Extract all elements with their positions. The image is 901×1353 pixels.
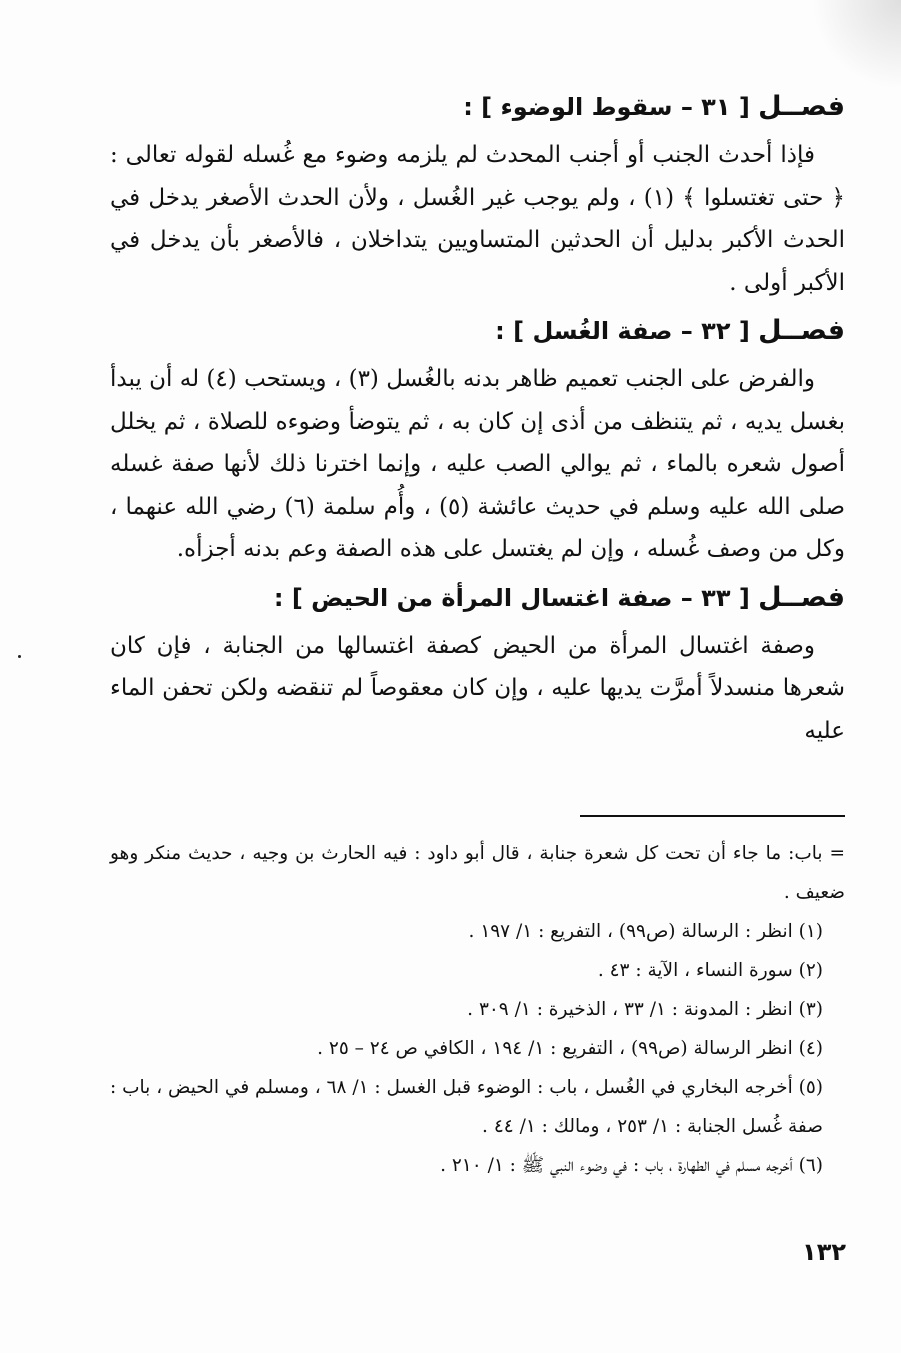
section-fasl-label: فصــل bbox=[758, 91, 845, 122]
footnote-item: (٦) أخرجه مسلم في الطهارة ، باب : في وضوء النبي ﷺ : ١/ ٢١٠ . bbox=[440, 1155, 823, 1176]
section-heading-31 bbox=[110, 88, 845, 126]
section-title: [ ٣٢ – صفة الغُسل ] : bbox=[495, 317, 750, 345]
paragraph-text: فإذا أحدث الجنب أو أجنب المحدث لم يلزمه وضوء مع غُسله لقوله تعالى : ﴿ حتى تغتسلوا ﴾ (١) ، ولم يوجب غير الغُسل ، ولأن الحدث الأصغر يدخل في الحدث الأكبر بدليل أن الحدثين المتساويين يتداخلان ، فالأصغر بأن يدخل في الأكبر أولى . bbox=[110, 142, 845, 296]
section-heading-33 bbox=[110, 579, 845, 617]
footnotes bbox=[110, 834, 845, 1185]
footnote-item: (١) انظر : الرسالة (ص٩٩) ، التفريع : ١/ ١٩٧ . bbox=[468, 921, 823, 942]
paragraph-text: والفرض على الجنب تعميم ظاهر بدنه بالغُسل (٣) ، ويستحب (٤) له أن يبدأ بغسل يديه ، ثم يتنظف من أذى إن كان به ، ثم يتوضأ وضوءه للصلاة ، ثم يخلل أصول شعره بالماء ، ثم يوالي الصب عليه ، وإنما اخترنا ذلك لأنها صفة غسله صلى الله عليه وسلم في حديث عائشة (٥) ، وأُم سلمة (٦) رضي الله عنهما ، وكل من وصف غُسله ، وإن لم يغتسل على هذه الصفة وعم بدنه أجزأه. bbox=[110, 366, 846, 562]
scan-edge-shadow bbox=[811, 0, 901, 90]
footnote-item: (٢) سورة النساء ، الآية : ٤٣ . bbox=[597, 960, 823, 981]
section-paragraph-33 bbox=[110, 625, 845, 753]
footnote-continuation: = باب: ما جاء أن تحت كل شعرة جنابة ، قال أبو داود : فيه الحارث بن وجيه ، حديث منكر وهو ضعيف . bbox=[110, 843, 845, 903]
paragraph-text: وصفة اغتسال المرأة من الحيض كصفة اغتسالها من الجنابة ، فإن كان شعرها منسدلاً أمرَّت يديها عليه ، وإن كان معقوصاً لم تنقضه ولكن تحفن الماء عليه bbox=[110, 632, 845, 744]
section-paragraph-32 bbox=[110, 358, 845, 571]
footnote-item: (٥) أخرجه البخاري في الغُسل ، باب : الوضوء قبل الغسل : ١/ ٦٨ ، ومسلم في الحيض ، باب : صفة غُسل الجنابة : ١/ ٢٥٣ ، ومالك : ١/ ٤٤ . bbox=[110, 1077, 823, 1137]
footnote-item: (٣) انظر : المدونة : ١/ ٣٣ ، الذخيرة : ١/ ٣٠٩ . bbox=[467, 999, 823, 1020]
page-number: ١٣٢ bbox=[802, 1238, 846, 1266]
footnote-item: (٤) انظر الرسالة (ص٩٩) ، التفريع : ١/ ١٩٤ ، الكافي ص ٢٤ – ٢٥ . bbox=[317, 1038, 823, 1059]
main-text bbox=[110, 88, 845, 760]
section-title: [ ٣٣ – صفة اغتسال المرأة من الحيض ] : bbox=[273, 583, 750, 612]
footnote-separator bbox=[580, 815, 845, 817]
section-heading-32 bbox=[110, 312, 845, 350]
scan-speck bbox=[18, 655, 21, 658]
section-fasl-label: فصــل bbox=[758, 315, 845, 346]
section-title: [ ٣١ – سقوط الوضوء ] : bbox=[463, 93, 750, 121]
section-fasl-label: فصــل bbox=[758, 581, 845, 613]
section-paragraph-31 bbox=[110, 134, 845, 304]
